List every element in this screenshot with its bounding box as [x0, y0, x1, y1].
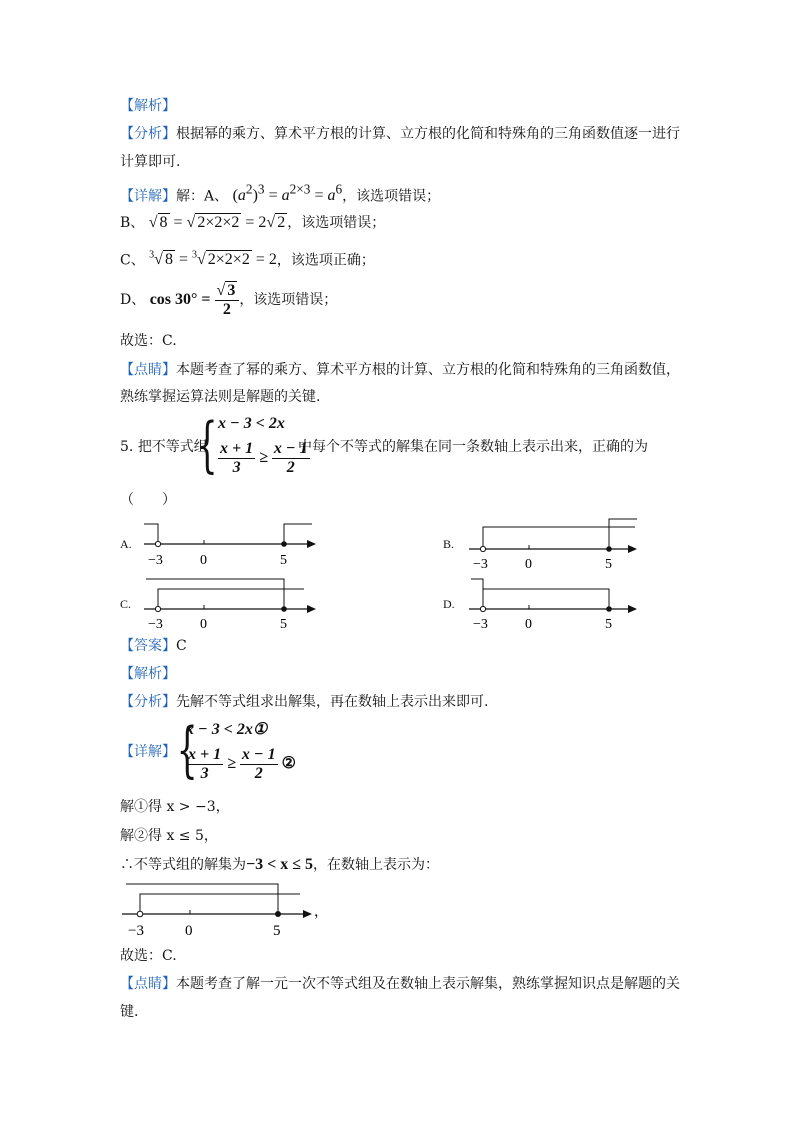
- q5-detail-ineq2: [186, 746, 296, 783]
- verdict-b: ，该选项错误；: [287, 215, 386, 231]
- q5-comment-text: 本题考查了解一元一次不等式组及在数轴上表示解集，熟练掌握知识点是解题的关: [176, 976, 680, 992]
- tick-label-0: 0: [525, 617, 532, 632]
- option-c-label[interactable]: C.: [120, 597, 132, 611]
- q5-ineq2-right-den: 2: [286, 459, 295, 476]
- q5-comment-label: 【点睛】: [120, 976, 176, 992]
- q5-fenxi-text: 先解不等式组求出解集，再在数轴上表示出来即可.: [176, 694, 489, 710]
- analysis-fenxi-line: [120, 124, 680, 144]
- verdict-a: ，该选项错误；: [342, 188, 441, 205]
- verdict-d: ，该选项错误；: [239, 292, 338, 308]
- q5-detail-mark2: ②: [281, 755, 296, 773]
- detail-line-d: [120, 280, 337, 320]
- prefix-b: B、: [120, 215, 145, 231]
- comment-text: 本题考查了幂的乘方、算术平方根的计算、立方根的化简和特殊角的三角函数值，: [176, 362, 680, 378]
- formula-a: $(a^2)^3 = a^{2\times 3} = a^6$: [232, 182, 343, 205]
- fenxi-text-cont: 计算即可.: [120, 154, 181, 170]
- prefix-d: D、: [120, 292, 146, 308]
- q5-blank: （ ）: [120, 492, 176, 508]
- q5-number: 5.: [120, 439, 134, 455]
- q5-system-brace: {: [196, 410, 218, 480]
- verdict-c: ，该选项正确；: [276, 252, 375, 269]
- tick-label-neg3: −3: [128, 923, 144, 939]
- q5-fenxi-label: 【分析】: [120, 694, 176, 710]
- q5-detail-left-num: x + 1: [188, 746, 222, 763]
- option-b-number-line[interactable]: [465, 515, 645, 573]
- comment-text-cont: 熟练掌握运算法则是解题的关键.: [120, 389, 321, 405]
- q5-solve2: 解②得 x ≤ 5，: [120, 828, 218, 844]
- option-b-label[interactable]: B.: [443, 537, 455, 551]
- analysis-header: 【解析】: [120, 98, 176, 114]
- q5-conclusion-prefix: ∴不等式组的解集为: [120, 857, 246, 873]
- q5-conclusion-math: −3 < x ≤ 5: [246, 856, 314, 873]
- q5-ineq2-left-den: 3: [232, 459, 241, 476]
- q5-detail-right-den: 2: [254, 765, 263, 782]
- tick-label-5: 5: [280, 553, 287, 568]
- tick-label-0: 0: [200, 617, 207, 632]
- option-d-number-line[interactable]: [465, 575, 645, 633]
- solution-number-line: [118, 880, 333, 940]
- tick-label-neg3: −3: [473, 557, 488, 572]
- tick-label-neg3: −3: [148, 617, 163, 632]
- choice-q5: 故选：C.: [120, 948, 177, 964]
- q5-detail-right-num: x − 1: [241, 746, 276, 763]
- detail-intro: 解：A、: [176, 188, 229, 205]
- q5-comment-text-cont: 键.: [120, 1004, 139, 1020]
- answer-value: C: [176, 638, 187, 654]
- tick-label-5: 5: [605, 617, 612, 632]
- q5-conclusion-suffix: ，在数轴上表示为：: [313, 857, 440, 873]
- prefix-c: C、: [120, 252, 145, 269]
- q5-ineq2-op: ≥: [259, 449, 268, 467]
- tick-label-5: 5: [280, 617, 287, 632]
- axis-trailing-comma: ，: [314, 905, 328, 920]
- formula-d: cos 30° = $\frac{√ 3}{2}$: [150, 291, 240, 308]
- fenxi-label: 【分析】: [120, 126, 176, 142]
- comment-line: [120, 360, 680, 380]
- option-c-number-line[interactable]: [140, 575, 325, 633]
- q5-comment-line: [120, 974, 680, 994]
- q5-suffix: 中每个不等式的解集在同一条数轴上表示出来，正确的为: [298, 439, 648, 455]
- formula-b: √ 8 = √ 2×2×2 = 2√ 2: [148, 214, 286, 231]
- option-a-number-line[interactable]: [140, 518, 325, 573]
- detail-label: 【详解】: [120, 188, 176, 205]
- option-d-label[interactable]: D.: [443, 597, 455, 611]
- q5-solve1: 解①得 x > −3，: [120, 799, 230, 815]
- answer-line: [120, 636, 187, 656]
- q5-detail-label-text: 【详解】: [120, 744, 176, 760]
- q5-fenxi-line: [120, 692, 488, 712]
- answer-label: 【答案】: [120, 638, 176, 654]
- q5-detail-ineq1: x − 3 < 2x①: [186, 721, 268, 738]
- fenxi-text: 根据幂的乘方、算术平方根的计算、立方根的化简和特殊角的三角函数值逐一进行: [176, 126, 680, 142]
- q5-conclusion: [120, 855, 439, 875]
- tick-label-neg3: −3: [148, 553, 163, 568]
- tick-label-0: 0: [185, 923, 193, 939]
- q5-ineq2: [218, 440, 310, 477]
- detail-line-a: [120, 180, 440, 206]
- q5-detail-label: [120, 742, 176, 762]
- detail-line-b: [120, 213, 385, 233]
- tick-label-neg3: −3: [473, 617, 488, 632]
- comment-label: 【点睛】: [120, 362, 176, 378]
- formula-c: $^3$√ 8 = $^3$√ 2×2×2 = 2: [149, 250, 277, 269]
- choice-q4: 故选：C.: [120, 333, 177, 349]
- q5-detail-left-den: 3: [200, 765, 209, 782]
- q5-detail-op: ≥: [227, 755, 236, 773]
- q5-prefix: 把不等式组: [137, 439, 208, 455]
- q5-ineq1: x − 3 < 2x: [218, 415, 285, 432]
- tick-label-5: 5: [605, 557, 612, 572]
- option-a-label[interactable]: A.: [120, 537, 132, 551]
- tick-label-0: 0: [525, 557, 532, 572]
- q5-ineq2-right-num: x − 1: [273, 440, 308, 457]
- analysis-header-q5: 【解析】: [120, 666, 176, 682]
- tick-label-0: 0: [200, 553, 207, 568]
- tick-label-5: 5: [273, 923, 281, 939]
- detail-line-c: [120, 246, 375, 270]
- q5-stem: [120, 437, 208, 457]
- q5-detail-brace: {: [176, 715, 198, 785]
- q5-ineq2-left-num: x + 1: [220, 440, 254, 457]
